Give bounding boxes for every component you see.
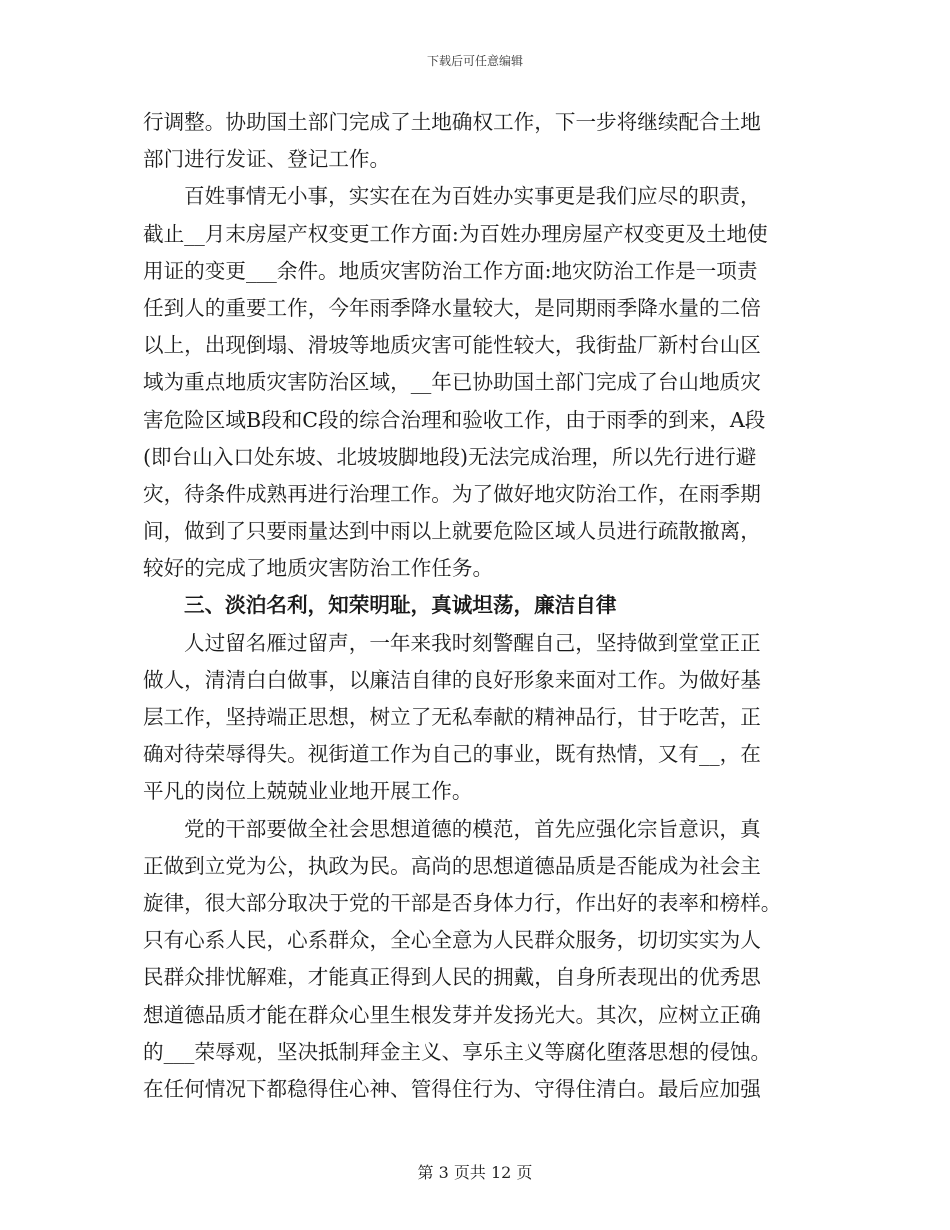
text-line: 的___荣辱观，坚决抵制拜金主义、享乐主义等腐化堕落思想的侵蚀。 [143, 1039, 772, 1064]
text-line: 部门进行发证、登记工作。 [143, 147, 391, 172]
text-line: 域为重点地质灾害防治区域，__年已协助国土部门完成了台山地质灾 [143, 370, 761, 395]
text-line: 在任何情况下都稳得住心神、管得住行为、守得住清白。最后应加强 [143, 1076, 761, 1101]
section-heading: 三、淡泊名利，知荣明耻，真诚坦荡，廉洁自律 [184, 593, 617, 618]
text-line: 确对待荣辱得失。视街道工作为自己的事业，既有热情，又有__，在 [143, 742, 761, 767]
text-line: 党的干部要做全社会思想道德的模范，首先应强化宗旨意识，真 [184, 816, 761, 841]
text-line: 平凡的岗位上兢兢业业地开展工作。 [143, 779, 473, 804]
text-line: 害危险区域B段和C段的综合治理和验收工作，由于雨季的到来，A段 [143, 407, 766, 432]
text-line: 层工作，坚持端正思想，树立了无私奉献的精神品行，甘于吃苦，正 [143, 705, 761, 729]
page-footer: 第 3 页共 12 页 [417, 1163, 533, 1182]
text-line: 灾，待条件成熟再进行治理工作。为了做好地灾防治工作，在雨季期 [143, 481, 761, 506]
text-line: 百姓事情无小事，实实在在为百姓办实事更是我们应尽的职责， [184, 184, 761, 209]
text-line: 间，做到了只要雨量达到中雨以上就要危险区域人员进行疏散撤离， [143, 519, 761, 544]
text-line: 民群众排忧解难，才能真正得到人民的拥戴，自身所表现出的优秀思 [143, 965, 761, 990]
page-header: 下载后可任意编辑 [426, 54, 523, 68]
text-line: 行调整。协助国土部门完成了土地确权工作，下一步将继续配合土地 [143, 110, 761, 134]
text-line: 任到人的重要工作，今年雨季降水量较大，是同期雨季降水量的二倍 [143, 295, 761, 320]
text-line: 旋律，很大部分取决于党的干部是否身体力行，作出好的表率和榜样。 [143, 890, 782, 915]
text-line: 只有心系人民，心系群众，全心全意为人民群众服务，切切实实为人 [143, 928, 761, 953]
text-line: 以上，出现倒塌、滑坡等地质灾害可能性较大，我街盐厂新村台山区 [143, 333, 761, 358]
text-line: 截止__月末房屋产权变更工作方面:为百姓办理房屋产权变更及土地使 [143, 221, 768, 246]
text-line: 做人，清清白白做事，以廉洁自律的良好形象来面对工作。为做好基 [143, 667, 761, 692]
text-line: 正做到立党为公，执政为民。高尚的思想道德品质是否能成为社会主 [143, 853, 761, 878]
text-line: 较好的完成了地质灾害防治工作任务。 [143, 556, 494, 581]
document-body [143, 104, 808, 1108]
text-line: 人过留名雁过留声，一年来我时刻警醒自己，坚持做到堂堂正正 [184, 630, 761, 655]
text-line: 用证的变更___余件。地质灾害防治工作方面:地灾防治工作是一项责 [143, 258, 758, 283]
text-line: 想道德品质才能在群众心里生根发芽并发扬光大。其次，应树立正确 [143, 1002, 761, 1027]
text-line: (即台山入口处东坡、北坡坡脚地段)无法完成治理，所以先行进行避 [143, 444, 757, 469]
